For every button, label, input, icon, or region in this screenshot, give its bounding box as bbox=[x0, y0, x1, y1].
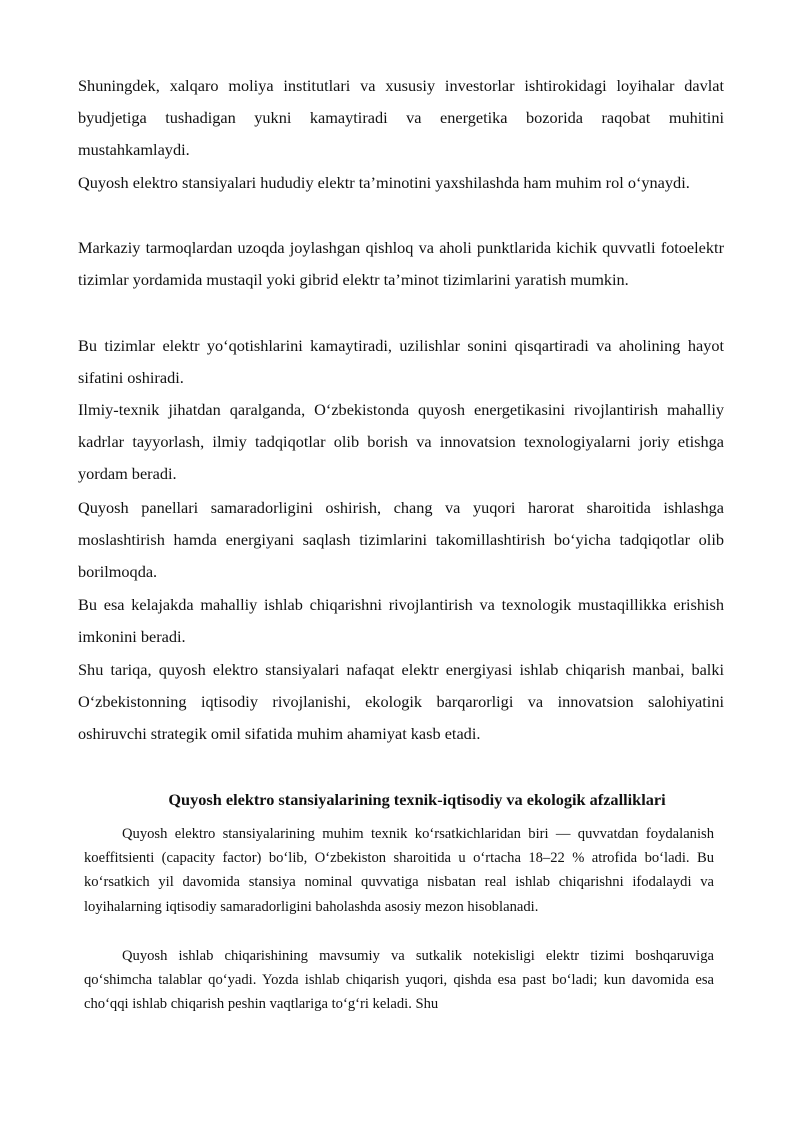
body-paragraph: Shuningdek, xalqaro moliya institutlari va xususiy investorlar ishtirokidagi loyihalar davlat byudjetiga tushadigan yukni kamaytiradi va energetika bozorida raqobat muhitini mustahkamlaydi. bbox=[78, 76, 724, 160]
section-heading: Quyosh elektro stansiyalarining texnik-iqtisodiy va ekologik afzalliklari bbox=[168, 790, 666, 809]
section-paragraph: Quyosh ishlab chiqarishining mavsumiy va sutkalik notekisligi elektr tizimi boshqaruviga qo‘shimcha talablar qo‘yadi. Yozda ishlab chiqarish yuqori, qishda esa past bo‘ladi; kun davomida esa cho‘qqi ishlab chiqarish peshin vaqtlariga to‘g‘ri keladi. Shu bbox=[84, 948, 714, 1013]
body-paragraph: Ilmiy-texnik jihatdan qaralganda, O‘zbekistonda quyosh energetikasini rivojlantirish mahalliy kadrlar tayyorlash, ilmiy tadqiqotlar olib borish va innovatsion texnologiyalarni joriy etishga yordam beradi. bbox=[78, 400, 724, 484]
body-paragraph: Quyosh panellari samaradorligini oshirish, chang va yuqori harorat sharoitida ishlashga moslashtirish hamda energiyani saqlash tizimlarini takomillashtirish bo‘yicha tadqiqotlar olib borilmoqda. bbox=[78, 498, 724, 582]
body-paragraph: Bu tizimlar elektr yo‘qotishlarini kamaytiradi, uzilishlar sonini qisqartiradi va aholining hayot sifatini oshiradi. bbox=[78, 336, 724, 388]
body-paragraph: Shu tariqa, quyosh elektro stansiyalari nafaqat elektr energiyasi ishlab chiqarish manbai, balki O‘zbekistonning iqtisodiy rivojlanishi, ekologik barqarorligi va innovatsion salohiyatini oshiruvchi strategik omil sifatida muhim ahamiyat kasb etadi. bbox=[78, 660, 724, 744]
section-paragraph: Quyosh elektro stansiyalarining muhim texnik ko‘rsatkichlaridan biri — quvvatdan foydalanish koeffitsienti (capacity factor) bo‘lib, O‘zbekiston sharoitida u o‘rtacha 18–22 % atrofida bo‘ladi. Bu ko‘rsatkich yil davomida stansiya nominal quvvatiga nisbatan real ishlab chiqarishni ifodalaydi va loyihalarning iqtisodiy samaradorligini baholashda asosiy mezon hisoblanadi. bbox=[84, 826, 714, 915]
body-paragraph: Quyosh elektro stansiyalari hududiy elektr ta’minotini yaxshilashda ham muhim rol o‘ynaydi. bbox=[78, 173, 690, 192]
body-paragraph: Markaziy tarmoqlardan uzoqda joylashgan qishloq va aholi punktlarida kichik quvvatli fotoelektr tizimlar yordamida mustaqil yoki gibrid elektr ta’minot tizimlarini yaratish mumkin. bbox=[78, 238, 724, 290]
body-paragraph: Bu esa kelajakda mahalliy ishlab chiqarishni rivojlantirish va texnologik mustaqillikka erishish imkonini beradi. bbox=[78, 595, 724, 647]
